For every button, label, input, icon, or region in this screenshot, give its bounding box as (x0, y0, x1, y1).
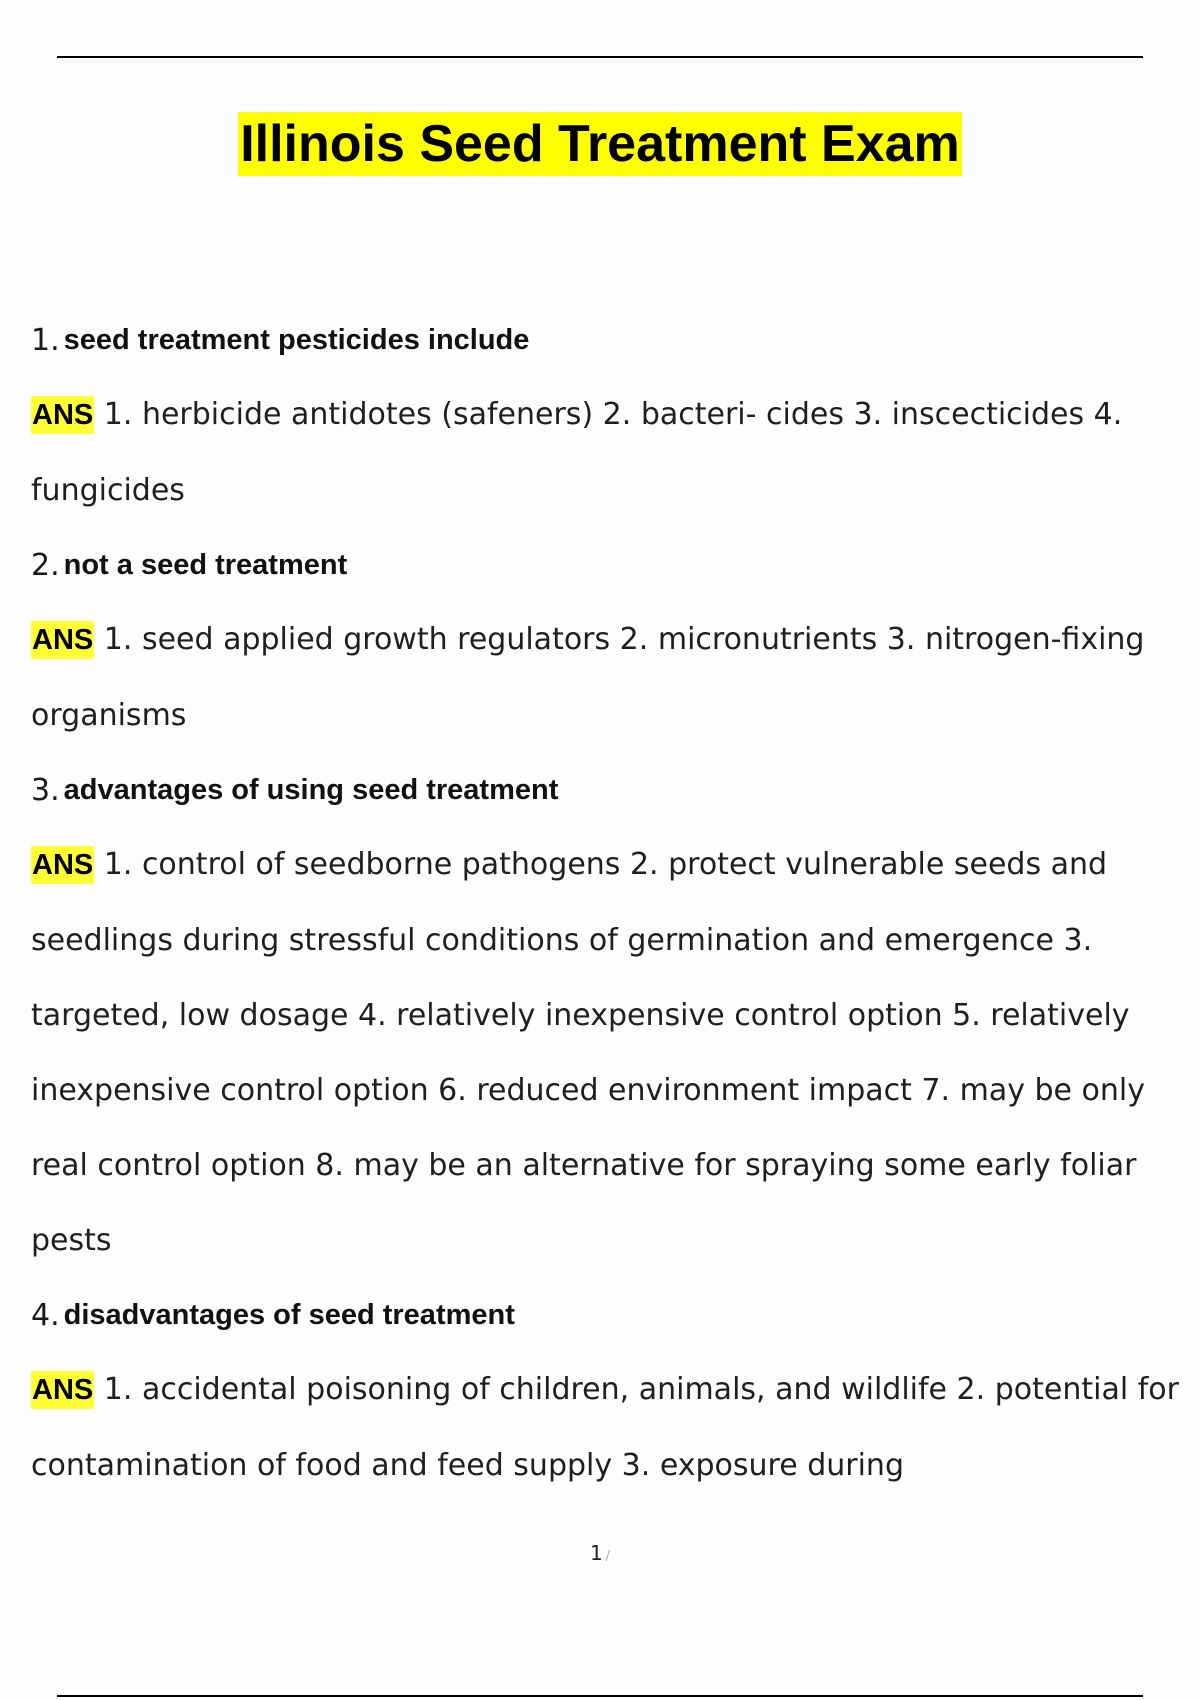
answer (31, 377, 1191, 528)
answer-text: 1. accidental poisoning of children, animals, and wildlife 2. potential for contamination of food and feed supply 3. exposure during (31, 1372, 1179, 1483)
question-number: 3. (31, 772, 60, 808)
question-text: disadvantages of seed treatment (63, 1298, 515, 1331)
question (31, 1278, 1191, 1352)
answer (31, 1352, 1191, 1503)
answer-text: 1. herbicide antidotes (safeners) 2. bacteri- cides 3. inscecticides 4. fungicides (31, 397, 1123, 508)
qa-item-3 (31, 753, 1191, 1278)
qa-item-1 (31, 303, 1191, 528)
page-number (0, 1541, 1200, 1565)
ans-label: ANS (31, 846, 94, 884)
ans-label: ANS (31, 621, 94, 659)
qa-item-2 (31, 528, 1191, 753)
page-number-value: 1 (589, 1541, 603, 1565)
answer (31, 827, 1191, 1278)
answer-text: 1. seed applied growth regulators 2. micronutrients 3. nitrogen-fixing organisms (31, 622, 1145, 733)
bottom-rule (57, 1695, 1143, 1697)
question (31, 753, 1191, 827)
answer (31, 602, 1191, 753)
page-separator: / (605, 1549, 611, 1564)
question-number: 1. (31, 322, 60, 358)
question-number: 2. (31, 547, 60, 583)
question (31, 528, 1191, 602)
ans-label: ANS (31, 1371, 94, 1409)
title-container (0, 112, 1200, 176)
document-title: Illinois Seed Treatment Exam (238, 112, 962, 176)
question-text: advantages of using seed treatment (63, 773, 559, 806)
top-rule (57, 56, 1143, 58)
ans-label: ANS (31, 396, 94, 434)
answer-text: 1. control of seedborne pathogens 2. protect vulnerable seeds and seedlings during stressful conditions of germination and emergence 3. targeted, low dosage 4. relatively inexpensive control option 5. relatively inexpensive control option 6. reduced environment impact 7. may be only real control option 8. may be an alternative for spraying some early foliar pests (31, 847, 1145, 1258)
qa-item-4 (31, 1278, 1191, 1503)
question (31, 303, 1191, 377)
question-text: seed treatment pesticides include (63, 323, 530, 356)
qa-list (31, 303, 1191, 1503)
question-text: not a seed treatment (63, 548, 348, 581)
question-number: 4. (31, 1297, 60, 1333)
